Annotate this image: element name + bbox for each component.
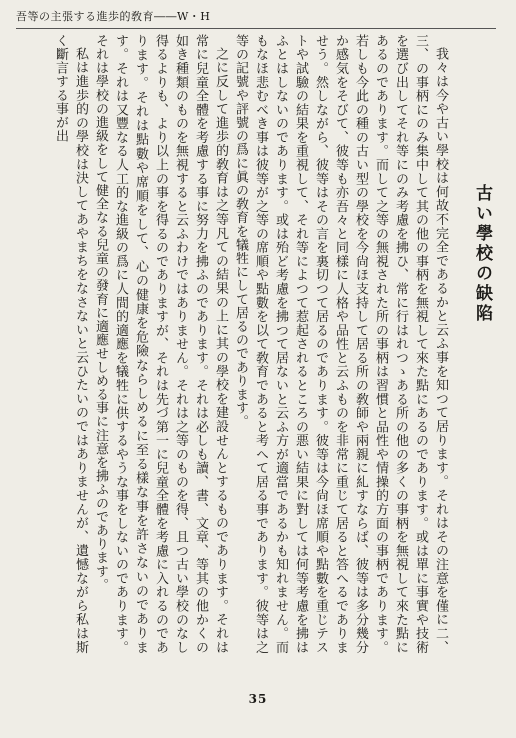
vertical-text-body xyxy=(14,34,500,654)
paragraph: 私は進歩的の學校は決してあやまちをなさないと云ひたいのではありませんが、遺憾ながら私は斯く斷言する事が出 xyxy=(53,34,88,654)
page-number: 35 xyxy=(248,692,268,706)
paragraph: 之に反して進歩的敎育は之等凡ての結果の上に其の學校を建設せんとするものであります。それは常に兒童全體を考慮する事に努力を拂ふのであります。それは必しも讀、書、文章、等其の他かくの如き種類のものを無視すると云ふわけではありません。それは之等のものを得、且つ古い學校のなし得るよりも、より以上の事を得るのでありますが、それは先づ第一に兒童全體を考慮に入れるのであります。それは點數や席順をして、心の健康を危險ならしめるに至る樣な事を許さないのであります。それは又豐なる人工的な進級の爲に人間的適應を犠牲に供するやうな事をしないのであります。それは學校の進級をして健全なる兒童の發育に適應せしめる事に注意を拂ふのであります。 xyxy=(93,34,228,654)
running-header: 吾等の主張する進歩的敎育――W・H xyxy=(16,8,496,29)
paragraph: 我々は今や古い學校は何故不完全であるかと云ふ事を知つて居ります。それはその注意を僅に二、三、の事柄にのみ集中して其の他の事柄を無視して來た點にあるのであります。或は單に事實や技術を選び出してそれ等にのみ考慮を拂ひ、常に行はれつゝある所の他の多くの事柄を無視して來た點にあるのであります。而して之等の無視された所の事柄は習慣と品性や情操的方面の事柄であります。若しも今此の種の古い型の學校を今尙ほ支持して居る所の敎師や兩親に糺すならば、彼等は多分幾分か感気をそびて、彼等も亦吾々と同樣に人格や品性と云ふものを非常に重じて居ると答へるでありませう。然しながら、彼等はその言を裏切つて居るのであります。彼等は今尙ほ席順や點數を重じテストや試驗の結果を重視して、それ等によつて惹起されるところの悪い結果に對しては何等考慮を拂はふとはしないのであります。或は殆ど考慮を拂つて居ないと云ふ方が適當であるかも知れません。而もなほ悲むべき事は彼等が之等の席順や點數を以て敎育であると考へて居る事であります。彼等は之等の記號や評號の爲に眞の敎育を犠牲にして居るのであります。 xyxy=(233,34,448,654)
section-title: 古い學校の缺陷 xyxy=(472,184,492,324)
